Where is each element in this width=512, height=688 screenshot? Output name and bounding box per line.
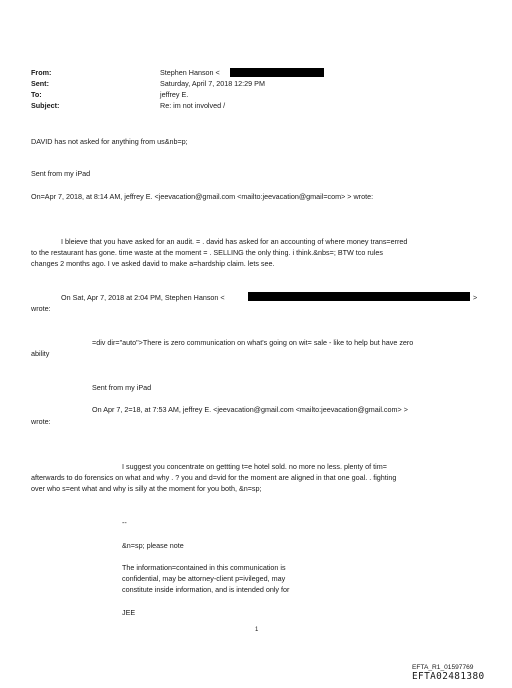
reply-2-line-3: over who s=ent what and why is silly at the moment for you both, &n=sp; — [31, 484, 262, 493]
quoted-header-2: On Sat, Apr 7, 2018 at 2:04 PM, Stephen Hanson < — [61, 293, 225, 302]
sent-from-ipad-1: Sent from my iPad — [31, 169, 91, 178]
confidential-line-2: confidential, may be attorney-client p=ivileged, may — [122, 574, 286, 583]
body-line-1: DAVID has not asked for anything from us&nb=p; — [31, 137, 188, 146]
subject-label: Subject: — [31, 101, 60, 110]
reply-1-line-2: to the restaurant has gone. time waste at the moment = . SELLING the only thing. i think.&nbs=; BTW tco rules — [31, 248, 383, 257]
signature-initials: JEE — [122, 608, 136, 617]
reply-1-line-3: changes 2 months ago. I ve asked david to make a=hardship claim. lets see. — [31, 259, 275, 268]
document-id-small: EFTA_R1_01597769 — [412, 664, 474, 671]
sent-from-ipad-2: Sent from my iPad — [92, 383, 152, 392]
quoted-div-line: =div dir="auto">There is zero communication on what's going on wit= sale - like to help but have zero — [92, 338, 414, 347]
signature-dashes: -- — [122, 518, 127, 527]
redaction-bar — [230, 68, 324, 77]
wrote-label-2: wrote: — [31, 417, 51, 426]
quoted-header-2-end: > — [473, 293, 478, 302]
quoted-header-3: On Apr 7, 2=18, at 7:53 AM, jeffrey E. <jeevacation@gmail.com <mailto:jeevacation@gmail.com> > — [92, 405, 408, 414]
to-label: To: — [31, 90, 42, 99]
please-note: &n=sp; please note — [122, 541, 184, 550]
ability-text: ability — [31, 349, 50, 358]
to-value: jeffrey E. — [160, 90, 189, 99]
reply-2-line-2: afterwards to do forensics on what and why . ? you and d=vid for the moment are aligned in that one goal. . fighting — [31, 473, 397, 482]
page-number: 1 — [255, 627, 259, 633]
confidential-line-3: constitute inside information, and is intended only for — [122, 585, 290, 594]
redaction-bar — [248, 292, 470, 301]
confidential-line-1: The information=contained in this communication is — [122, 563, 286, 572]
subject-value: Re: im not involved / — [160, 101, 226, 110]
reply-1-line-1: I bleieve that you have asked for an audit. = . david has asked for an accounting of where money trans=erred — [61, 237, 408, 246]
reply-2-line-1: I suggest you concentrate on gettting t=e hotel sold. no more no less. plenty of tim= — [122, 462, 387, 471]
wrote-label-1: wrote: — [31, 304, 51, 313]
from-value: Stephen Hanson < — [160, 68, 220, 77]
quoted-header-1: On=Apr 7, 2018, at 8:14 AM, jeffrey E. <jeevacation@gmail.com <mailto:jeevacation@gmail=com> > wrote: — [31, 192, 374, 201]
sent-value: Saturday, April 7, 2018 12:29 PM — [160, 79, 265, 88]
from-label: From: — [31, 68, 52, 77]
document-id-large: EFTA02481380 — [412, 671, 485, 682]
sent-label: Sent: — [31, 79, 49, 88]
